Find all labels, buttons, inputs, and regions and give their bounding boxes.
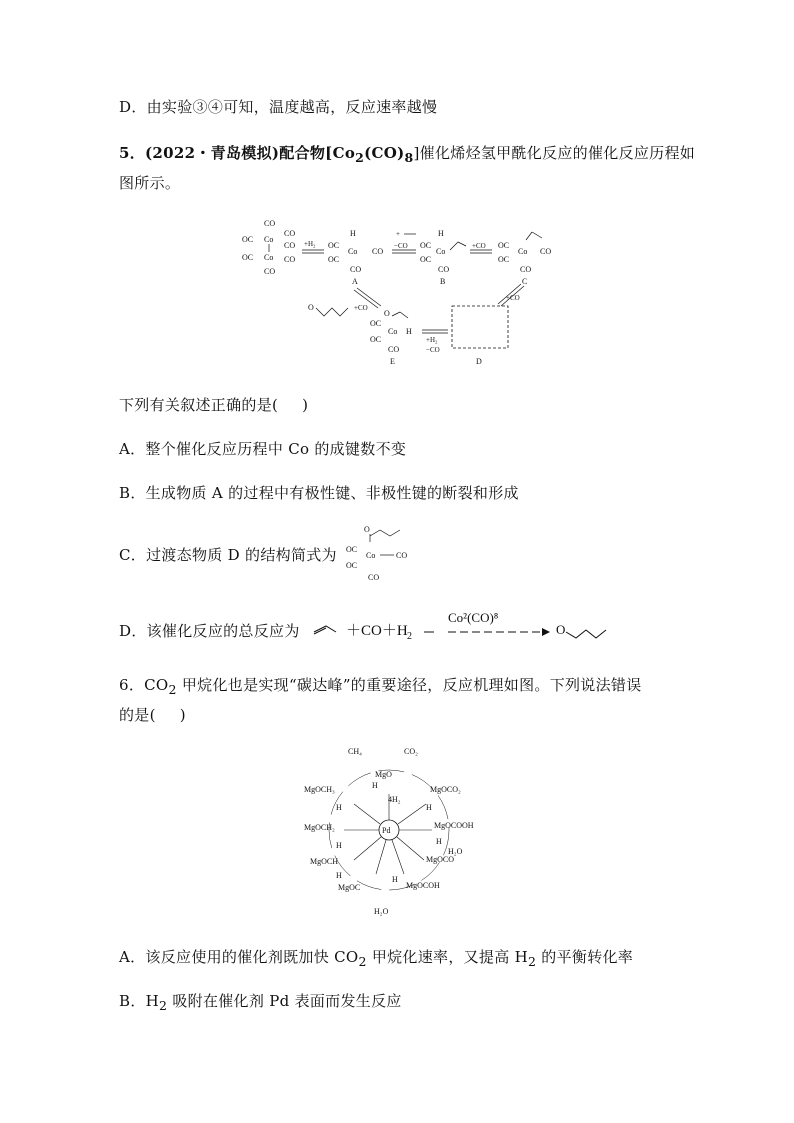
dicobalt-octacarbonyl [242,219,295,276]
svg-text:CO: CO [264,267,276,276]
mgoco-label: MgOCO [426,855,455,864]
svg-text:OC: OC [346,561,358,570]
svg-text:H: H [372,781,378,790]
svg-text:CO: CO [350,265,362,274]
svg-text:OC: OC [498,241,510,250]
svg-text:O: O [364,525,370,534]
svg-text:Co: Co [436,247,446,256]
svg-text:H: H [336,871,342,880]
svg-text:H: H [426,803,432,812]
q5-option-d-prefix: D．该催化反应的总反应为 [119,622,300,640]
q6-stem-prefix: 6．CO [119,676,169,694]
svg-text:H: H [350,229,356,238]
svg-text:O: O [308,303,314,312]
species-b [420,229,466,286]
q5-stem-prefix: 5．(2022・青岛模拟)配合物[Co [119,144,356,162]
q6-option-a-mid: 甲烷化速率，又提高 H [366,948,528,966]
svg-text:Co: Co [518,247,528,256]
svg-text:OC: OC [242,253,254,262]
mgoch2-label: MgOCH₂ [304,823,335,832]
q5-option-d-catalyst: Co²(CO)⁸ [448,610,499,625]
mgocooh-label: MgOCOOH [434,821,474,830]
q6-option-a-suffix: 的平衡转化率 [536,948,634,966]
mgocoh-label: MgOCOH [406,881,440,890]
svg-text:−CO: −CO [426,346,440,354]
q5-question-close: ) [302,396,309,414]
q5-stem-suffix: ]催化烯烃氢甲酰化反应的催化反应历程如 [413,144,696,162]
svg-text:OC: OC [420,255,432,264]
q6-stem-line2-close: ) [179,706,186,724]
species-d-box [452,306,508,348]
svg-text:CO: CO [284,241,296,250]
svg-text:OC: OC [498,255,510,264]
svg-text:OC: OC [370,335,382,344]
svg-text:OC: OC [328,255,340,264]
svg-text:OC: OC [370,319,382,328]
svg-text:H: H [438,229,444,238]
q5-question-text: 下列有关叙述正确的是( [119,396,279,414]
q5-stem-line2: 图所示。 [119,174,181,192]
svg-text:+CO: +CO [506,294,520,302]
svg-text:CO: CO [540,247,552,256]
mgoch-label: MgOCH [310,857,339,866]
q5-option-a: A．整个催化反应历程中 Co 的成键数不变 [119,440,407,458]
q5-stem-mid: (CO) [364,144,405,162]
species-d-label: D [476,357,482,366]
q5-cycle-diagram [236,212,566,372]
svg-text:+CO: +CO [472,242,486,250]
svg-text:H: H [336,803,342,812]
q6-stem-line2-text: 的是( [119,706,156,724]
svg-text:+CO: +CO [354,304,368,312]
q6-option-b-sub: 2 [159,998,168,1013]
h2o-bottom-label: H₂O [374,907,389,916]
q5-stem-sub2: 8 [404,150,414,165]
svg-text:Co: Co [264,253,274,262]
svg-text:−CO: −CO [394,242,408,250]
species-c [498,232,551,286]
svg-text:CO: CO [520,265,532,274]
svg-text:OC: OC [242,235,254,244]
q4-option-d: D．由实验③④可知，温度越高，反应速率越慢 [119,98,438,116]
species-a [328,229,383,286]
svg-text:CO: CO [284,229,296,238]
mgoco2-label: MgOCO₂ [430,785,461,794]
svg-text:CO: CO [284,255,296,264]
q5-option-c-structure [344,522,424,584]
q5-option-d-h-sub: 2 [407,631,412,642]
q6-stem-line1 [119,674,642,697]
svg-text:O: O [384,309,390,318]
q5-option-d-equation [306,608,616,644]
svg-text:CO: CO [368,573,380,582]
butanal-skeleton [566,630,606,638]
svg-text:+H₂: +H₂ [426,336,438,344]
svg-text:CO: CO [396,551,408,560]
co2-label: CO₂ [404,747,418,756]
svg-text:H: H [406,327,412,336]
svg-text:H: H [392,875,398,884]
q6-stem-line2 [119,704,186,725]
q6-option-b [119,990,402,1013]
h2o-right-label: H₂O [448,847,463,856]
species-e [370,309,412,366]
svg-text:+: + [396,230,400,238]
q6-option-a [119,946,633,969]
q6-stem-sub: 2 [168,682,177,697]
svg-text:Co: Co [366,551,376,560]
ch4-label: CH₄ [348,747,362,756]
svg-text:+H₂: +H₂ [304,240,316,248]
svg-text:CO: CO [372,247,384,256]
q6-cycle-diagram [300,742,500,922]
q6-stem-suffix: 甲烷化也是实现“碳达峰”的重要途径，反应机理如图。下列说法错误 [176,676,642,694]
svg-text:A: A [352,277,358,286]
q6-option-a-prefix: A．该反应使用的催化剂既加快 CO [119,948,359,966]
q6-option-a-sub: 2 [358,954,367,969]
svg-text:Co: Co [348,247,358,256]
mgo-label: MgO [375,770,392,779]
mgoc-label: MgOC [338,883,361,892]
svg-text:E: E [390,357,395,366]
svg-text:CO: CO [264,219,276,228]
svg-text:OC: OC [328,241,340,250]
pd-label: Pd [382,826,391,835]
q5-option-d-reactants: ＋CO＋H [346,623,408,639]
q5-option-b: B．生成物质 A 的过程中有极性键、非极性键的断裂和形成 [119,484,519,502]
h2-label: 4H₂ [388,795,401,804]
q5-option-d [119,620,300,641]
q5-option-c: C．过渡态物质 D 的结构简式为 [119,546,337,564]
svg-text:CO: CO [388,345,400,354]
svg-text:OC: OC [420,241,432,250]
q5-stem-sub: 2 [355,150,365,165]
svg-text:H: H [436,837,442,846]
q5-stem-line1 [119,142,695,165]
svg-text:C: C [522,277,528,286]
q6-option-b-prefix: B．H [119,992,160,1010]
q6-option-b-suffix: 吸附在催化剂 Pd 表面而发生反应 [167,992,402,1010]
aldehyde-o: O [556,622,566,637]
mgoch3-label: MgOCH₃ [304,785,335,794]
q5-question [119,394,308,415]
svg-text:Co: Co [388,327,398,336]
svg-text:B: B [440,277,446,286]
q6-option-a-sub2: 2 [527,954,537,969]
svg-text:CO: CO [438,265,450,274]
svg-text:H: H [336,841,342,850]
svg-text:Co: Co [264,235,274,244]
svg-text:OC: OC [346,545,358,554]
